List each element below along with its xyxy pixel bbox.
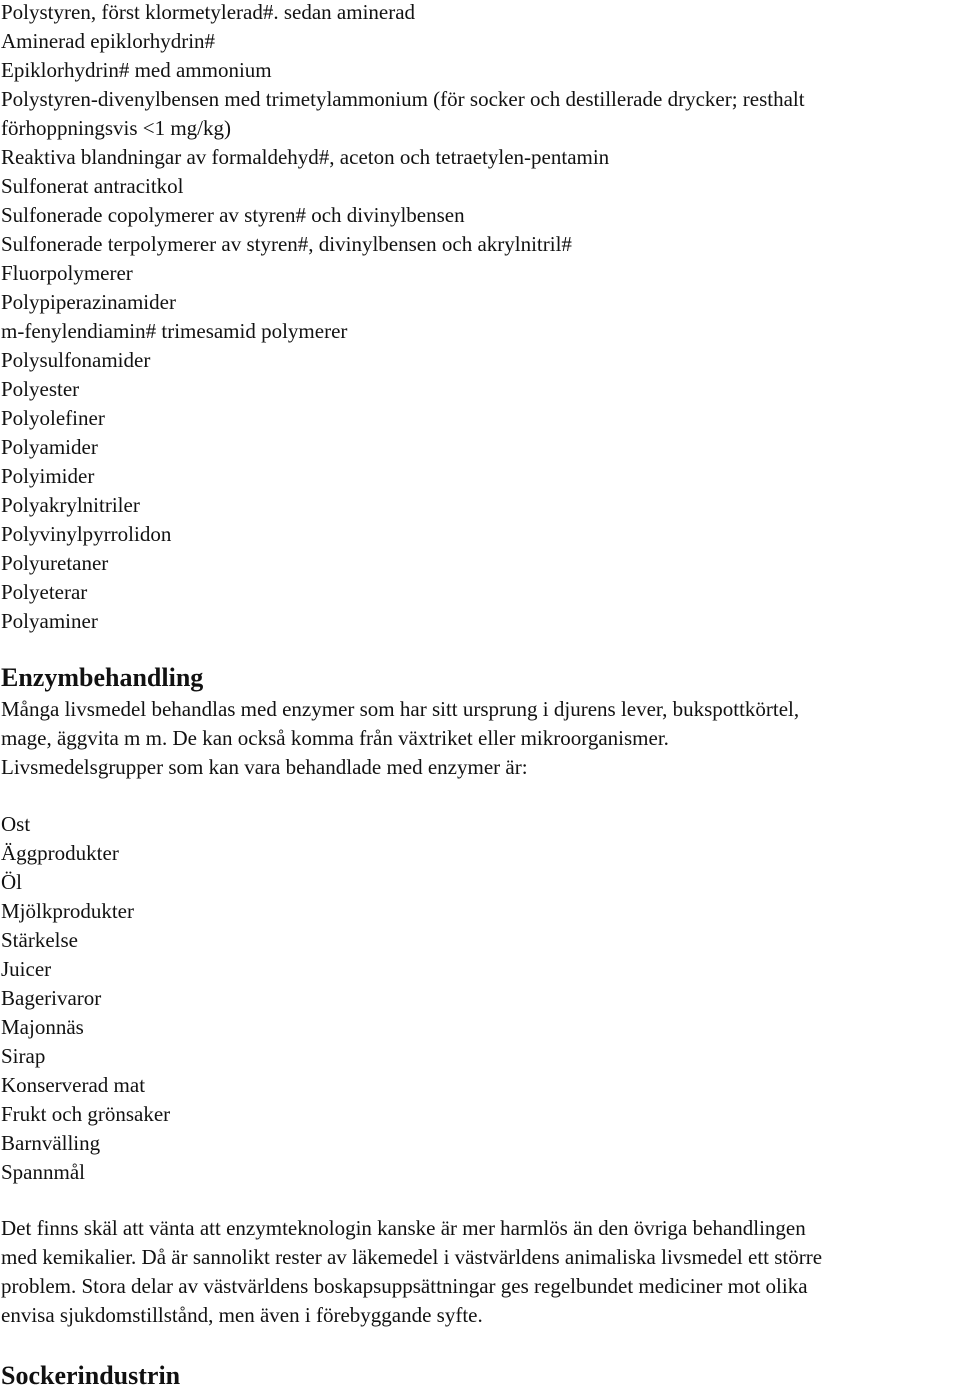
list-item: Konserverad mat <box>1 1073 146 1097</box>
list-item: Fluorpolymerer <box>1 261 133 285</box>
list-item: Polyeterar <box>1 580 88 604</box>
list-item: Äggprodukter <box>1 841 119 865</box>
list-item: Sulfonerade copolymerer av styren# och divinylbensen <box>1 203 465 227</box>
list-item: Bagerivaror <box>1 986 102 1010</box>
section-heading-enzymbehandling: Enzymbehandling <box>1 663 204 692</box>
resin-material-list <box>0 0 805 636</box>
list-item: Polyolefiner <box>1 406 105 430</box>
list-item: Polyvinylpyrrolidon <box>1 522 172 546</box>
list-item: Sirap <box>1 1044 46 1068</box>
list-item: Reaktiva blandningar av formaldehyd#, aceton och tetraetylen-pentamin <box>1 145 610 169</box>
list-item: Epiklorhydrin# med ammonium <box>1 58 272 82</box>
list-item: m-fenylendiamin# trimesamid polymerer <box>1 319 348 343</box>
paragraph-line: envisa sjukdomstillstånd, men även i förebyggande syfte. <box>1 1303 483 1327</box>
enzyme-conclusion-paragraph <box>0 1214 958 1330</box>
list-item: förhoppningsvis <1 mg/kg) <box>1 116 232 140</box>
list-item: Mjölkprodukter <box>1 899 134 923</box>
list-item: Aminerad epiklorhydrin# <box>1 29 216 53</box>
list-item: Öl <box>1 870 22 894</box>
list-item: Polyamider <box>1 435 98 459</box>
list-item: Polysulfonamider <box>1 348 151 372</box>
list-item: Polyuretaner <box>1 551 109 575</box>
paragraph-line: Det finns skäl att vänta att enzymteknologin kanske är mer harmlös än den övriga behandlingen <box>1 1216 806 1240</box>
list-item: Spannmål <box>1 1160 85 1184</box>
paragraph-line: mage, äggvita m m. De kan också komma från växtriket eller mikroorganismer. <box>1 726 669 750</box>
list-item: Ost <box>1 812 31 836</box>
list-item: Polystyren, först klormetylerad#. sedan aminerad <box>1 0 416 24</box>
list-item: Barnvälling <box>1 1131 101 1155</box>
list-item: Juicer <box>1 957 52 981</box>
list-item: Sulfonerade terpolymerer av styren#, divinylbensen och akrylnitril# <box>1 232 572 256</box>
paragraph-line: problem. Stora delar av västvärldens boskapsuppsättningar ges regelbundet mediciner mot olika <box>1 1274 808 1298</box>
section-heading-sockerindustrin: Sockerindustrin <box>1 1361 181 1390</box>
list-item: Polyimider <box>1 464 95 488</box>
paragraph-line: Livsmedelsgrupper som kan vara behandlade med enzymer är: <box>1 755 528 779</box>
list-item: Majonnäs <box>1 1015 84 1039</box>
list-item: Polyaminer <box>1 609 98 633</box>
list-item: Stärkelse <box>1 928 78 952</box>
list-item: Frukt och grönsaker <box>1 1102 171 1126</box>
list-item: Polystyren-divenylbensen med trimetylammonium (för socker och destillerade drycker; resthalt <box>1 87 805 111</box>
list-item: Polypiperazinamider <box>1 290 176 314</box>
food-group-list <box>0 810 170 1187</box>
list-item: Polyakrylnitriler <box>1 493 140 517</box>
enzyme-intro-paragraph <box>0 695 958 782</box>
paragraph-line: med kemikalier. Då är sannolikt rester av läkemedel i västvärldens animaliska livsmedel ett större <box>1 1245 823 1269</box>
paragraph-line: Många livsmedel behandlas med enzymer som har sitt ursprung i djurens lever, bukspottkörtel, <box>1 697 800 721</box>
list-item: Polyester <box>1 377 80 401</box>
list-item: Sulfonerat antracitkol <box>1 174 184 198</box>
